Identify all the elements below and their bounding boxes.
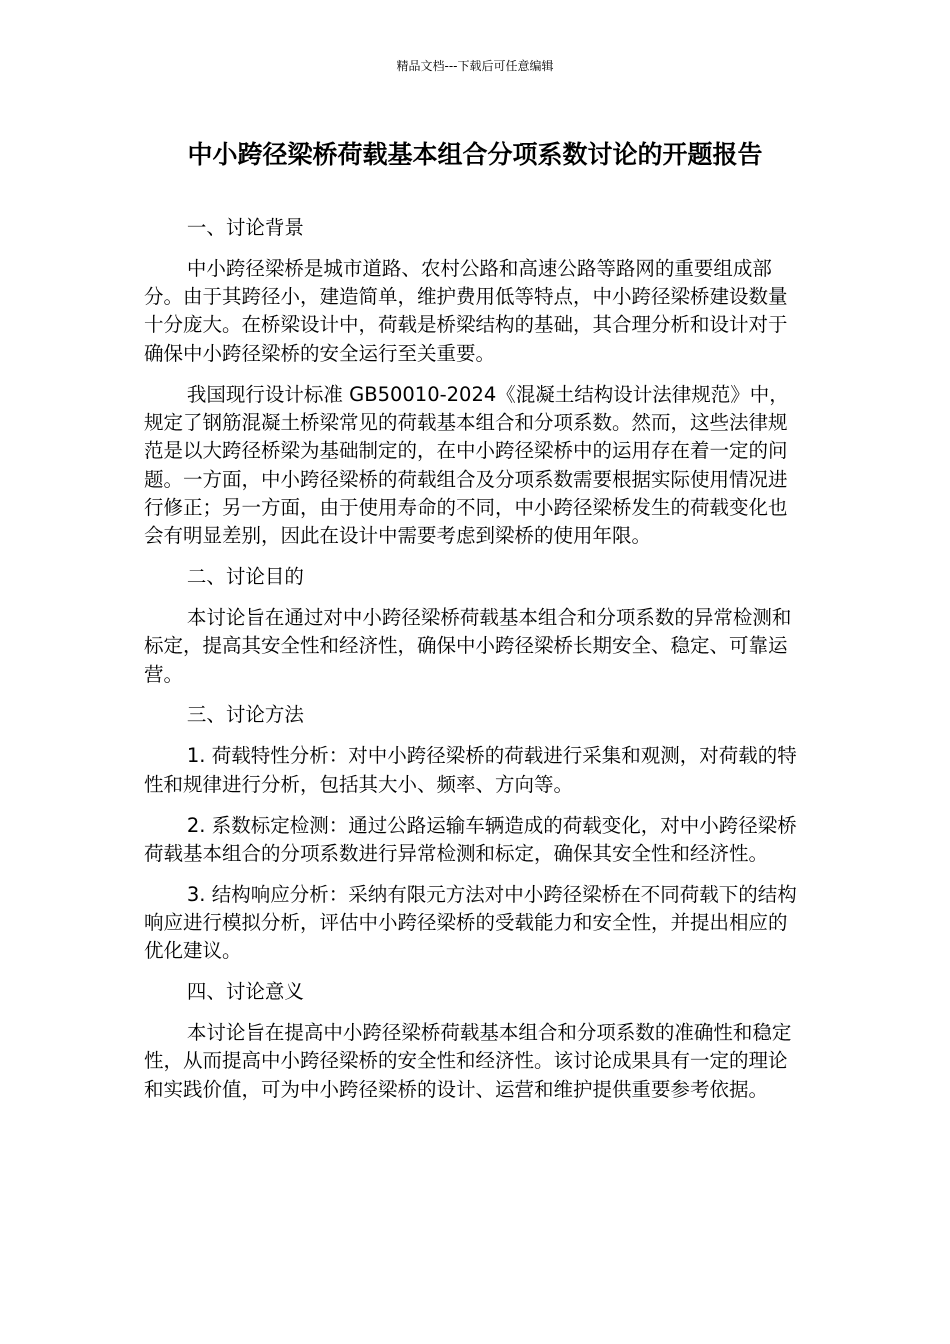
paragraph-method-3: 3. 结构响应分析：采纳有限元方法对中小跨径梁桥在不同荷载下的结构响应进行模拟分析，评估中小跨径梁桥的受载能力和安全性，并提出相应的优化建议。	[144, 882, 797, 963]
paragraph-purpose: 本讨论旨在通过对中小跨径梁桥荷载基本组合和分项系数的异常检测和标定，提高其安全性和经济性，确保中小跨径梁桥长期安全、稳定、可靠运营。	[144, 605, 792, 686]
section-heading-background: 一、讨论背景	[186, 216, 304, 239]
page-header-watermark: 精品文档---下载后可任意编辑	[396, 59, 554, 73]
section-heading-purpose: 二、讨论目的	[186, 565, 304, 589]
paragraph-method-2: 2. 系数标定检测：通过公路运输车辆造成的荷载变化，对中小跨径梁桥荷载基本组合的分项系数进行异常检测和标定，确保其安全性和经济性。	[144, 813, 797, 865]
paragraph-background-1: 中小跨径梁桥是城市道路、农村公路和高速公路等路网的重要组成部分。由于其跨径小，建造简单，维护费用低等特点，中小跨径梁桥建设数量十分庞大。在桥梁设计中，荷载是桥梁结构的基础，其合理分析和设计对于确保中小跨径梁桥的安全运行至关重要。	[144, 256, 788, 365]
document-title: 中小跨径梁桥荷载基本组合分项系数讨论的开题报告	[187, 140, 763, 169]
paragraph-method-1: 1. 荷载特性分析：对中小跨径梁桥的荷载进行采集和观测，对荷载的特性和规律进行分析，包括其大小、频率、方向等。	[144, 744, 797, 796]
paragraph-background-2: 我国现行设计标准 GB50010-2024《混凝土结构设计法律规范》中，规定了钢筋混凝土桥梁常见的荷载基本组合和分项系数。然而，这些法律规范是以大跨径桥梁为基础制定的，在中小跨径梁桥中的运用存在着一定的问题。一方面，中小跨径梁桥的荷载组合及分项系数需要根据实际使用情况进行修正；另一方面，由于使用寿命的不同，中小跨径梁桥发生的荷载变化也会有明显差别，因此在设计中需要考虑到梁桥的使用年限。	[144, 382, 789, 548]
section-heading-method: 三、讨论方法	[186, 703, 304, 727]
section-heading-significance: 四、讨论意义	[186, 980, 304, 1004]
paragraph-significance: 本讨论旨在提高中小跨径梁桥荷载基本组合和分项系数的准确性和稳定性，从而提高中小跨径梁桥的安全性和经济性。该讨论成果具有一定的理论和实践价值，可为中小跨径梁桥的设计、运营和维护提供重要参考依据。	[144, 1021, 792, 1101]
document-body	[144, 214, 804, 1117]
